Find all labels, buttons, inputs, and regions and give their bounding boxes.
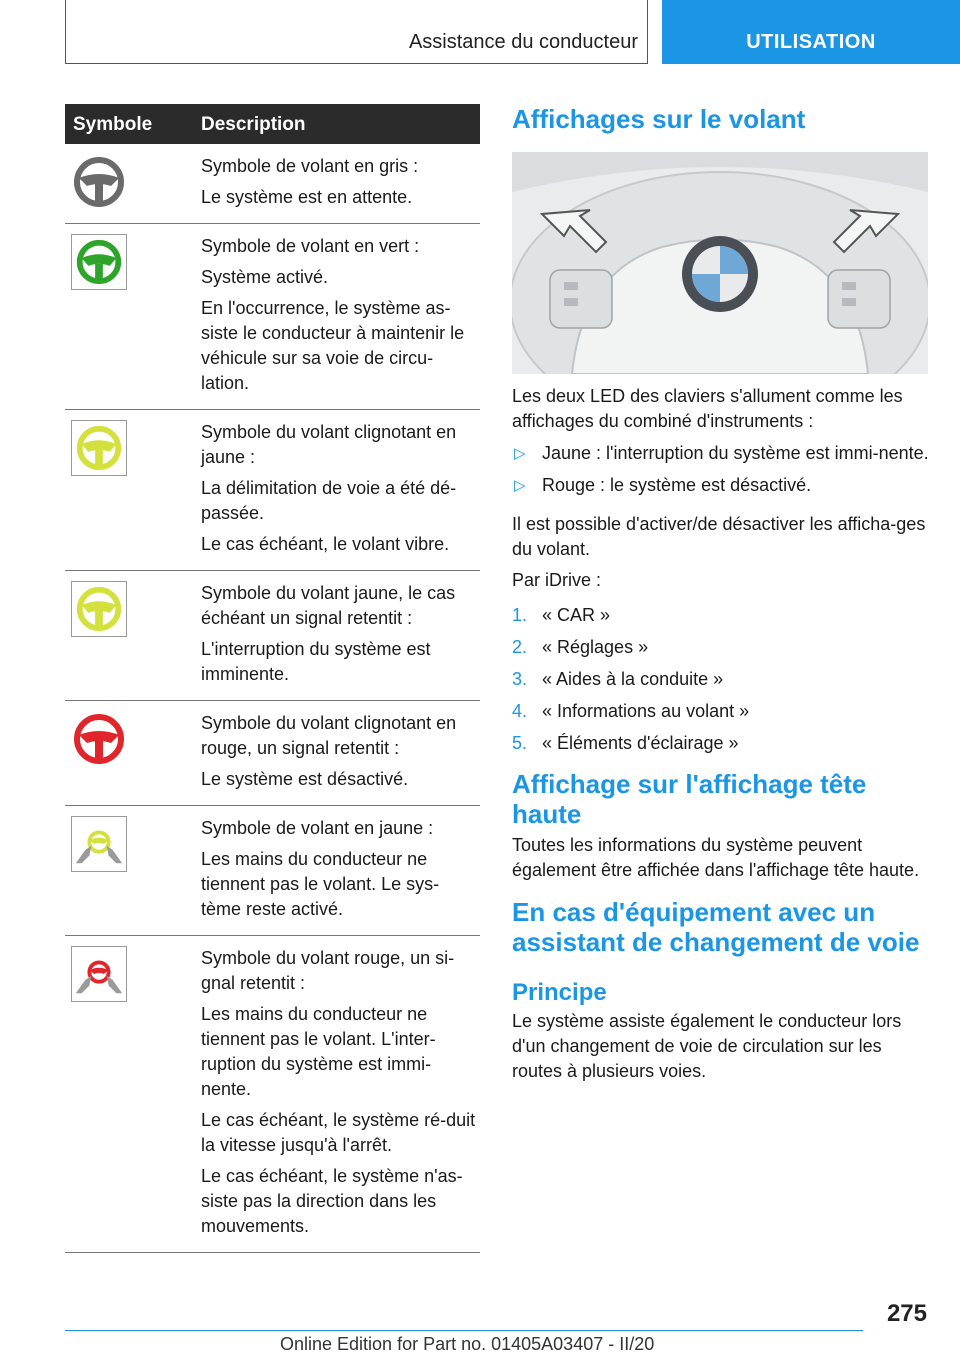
row-2-line-1: Symbole de volant en vert : [201,236,420,256]
symbol-table [65,104,480,1253]
list-item: 5. « Éléments d'éclairage » [512,733,739,753]
heading-lane-change: En cas d'équipement avec un assistant de changement de voie [512,897,920,957]
header-chapter-tab: UTILISATION [662,0,960,64]
col-header-description: Description [195,104,480,144]
principle-text: Le système assiste également le conducteur lors d'un changement de voie de circulation sur les routes à plusieurs voies. [512,1011,902,1081]
table-row [65,701,480,806]
row-6-line-2: Les mains du conducteur ne tiennent pas le volant. Le sys-tème reste activé. [201,849,440,919]
steering-wheel-yellow-flashing-icon [71,420,127,476]
hands-on-wheel-red-icon [71,946,127,1002]
row-7-line-1: Symbole du volant rouge, un si-gnal retentit : [201,948,455,993]
steering-wheel-red-flashing-icon [71,711,127,767]
heading-hud: Affichage sur l'affichage tête haute [512,769,867,829]
row-1-line-2: Le système est en attente. [201,187,413,207]
steering-wheel-grey-icon [71,154,127,210]
row-2-line-2: Système activé. [201,267,329,287]
toggle-text: Il est possible d'activer/de désactiver les afficha-ges du volant. [512,514,926,559]
col-header-symbol: Symbole [65,104,195,144]
triangle-bullet-icon: ▷ [514,445,526,462]
row-3-line-3: Le cas échéant, le volant vibre. [201,534,450,554]
page-number: 275 [886,1300,927,1327]
row-2-line-3: En l'occurrence, le système as-siste le conducteur à maintenir le véhicule sur sa voie de circu-lation. [201,298,465,393]
steering-wheel-yellow-icon [71,581,127,637]
footer-edition: Online Edition for Part no. 01405A03407 - II/20 [280,1334,655,1354]
list-item: 2. « Réglages » [512,637,649,657]
table-row [65,936,480,1253]
list-item: ▷ Jaune : l'interruption du système est immi-nente. [512,441,930,466]
heading-principle: Principe [512,979,607,1006]
heading-steering-displays: Affichages sur le volant [512,104,806,134]
list-item: 1. « CAR » [512,605,611,625]
row-5-line-2: Le système est désactivé. [201,769,409,789]
row-7-line-3: Le cas échéant, le système ré-duit la vitesse jusqu'à l'arrêt. [201,1110,476,1155]
intro-text: Les deux LED des claviers s'allument comme les affichages du combiné d'instruments : [512,386,903,431]
row-7-line-4: Le cas échéant, le système n'as-siste pas la direction dans les mouvements. [201,1166,463,1236]
row-6-line-1: Symbole de volant en jaune : [201,818,434,838]
table-row [65,410,480,571]
hands-on-wheel-yellow-icon [71,816,127,872]
footer-divider [65,1330,863,1331]
hud-text: Toutes les informations du système peuvent également être affichée dans l'affichage tête haute. [512,835,920,880]
table-row [65,224,480,410]
header-section-title: Assistance du conducteur [408,31,638,53]
row-4-line-1: Symbole du volant jaune, le cas échéant un signal retentit : [201,583,456,628]
table-row [65,571,480,701]
steering-wheel-illustration [512,152,928,374]
right-column [512,100,930,1084]
row-7-line-2: Les mains du conducteur ne tiennent pas le volant. L'inter-ruption du système est immi-nente. [201,1004,436,1099]
triangle-bullet-icon: ▷ [514,477,526,494]
idrive-text: Par iDrive : [512,570,602,590]
table-row [65,144,480,224]
list-item: 3. « Aides à la conduite » [512,669,724,689]
row-3-line-2: La délimitation de voie a été dé-passée. [201,478,457,523]
row-1-line-1: Symbole de volant en gris : [201,156,419,176]
list-item: 4. « Informations au volant » [512,701,750,721]
led-bullet-list [512,441,930,498]
list-item: ▷ Rouge : le système est désactivé. [512,473,930,498]
idrive-steps [512,603,930,763]
row-5-line-1: Symbole du volant clignotant en rouge, un signal retentit : [201,713,457,758]
table-row [65,806,480,936]
steering-wheel-green-icon [71,234,127,290]
row-3-line-1: Symbole du volant clignotant en jaune : [201,422,457,467]
row-4-line-2: L'interruption du système est imminente. [201,639,431,684]
